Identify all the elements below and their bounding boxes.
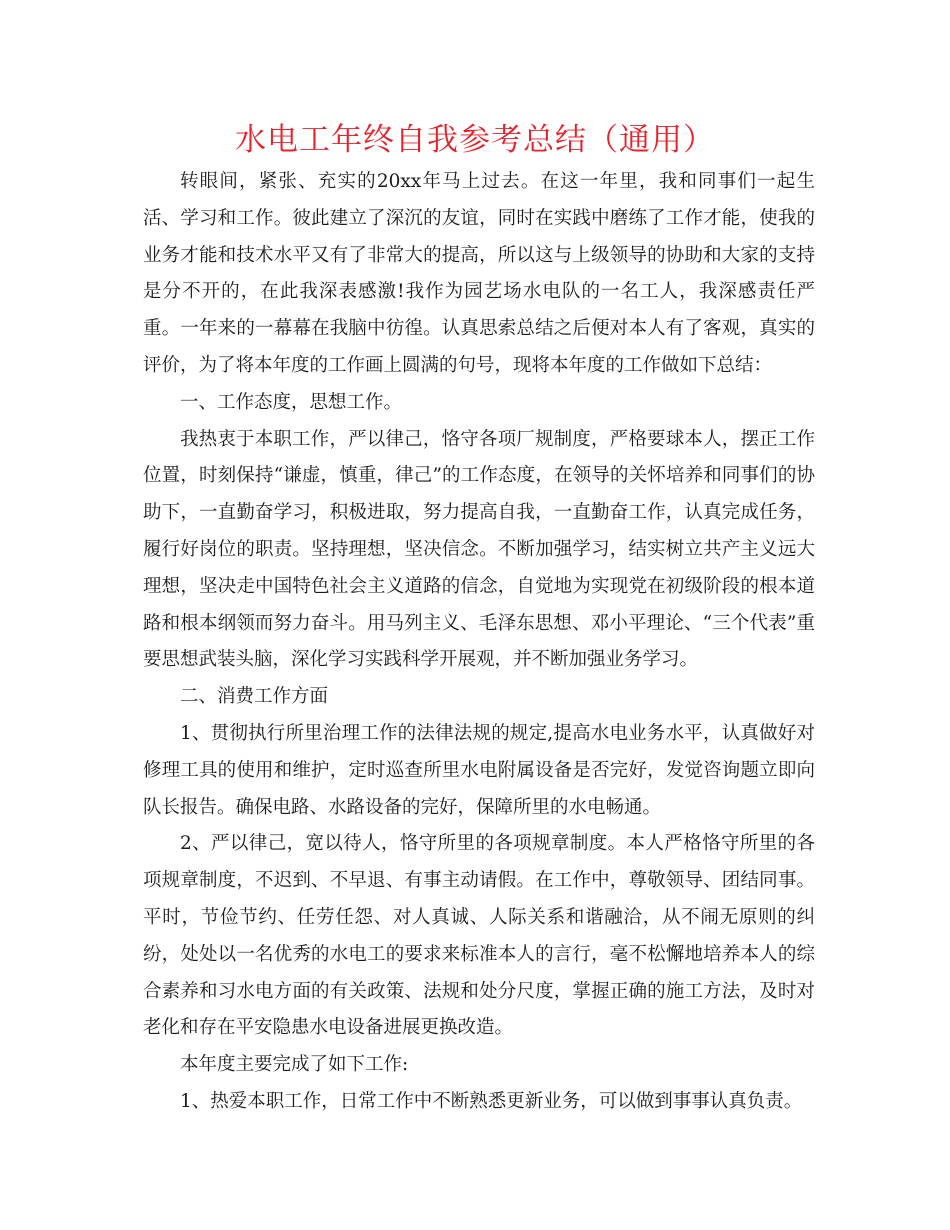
- paragraph-completed-heading: 本年度主要完成了如下工作:: [180, 1054, 409, 1076]
- paragraph-completed-item-1: 1、热爱本职工作，日常工作中不断熟悉更新业务，可以做到事事认真负责。: [180, 1090, 803, 1112]
- document-title: 水电工年终自我参考总结（通用）: [235, 122, 715, 158]
- document-body: [143, 164, 815, 1121]
- section-heading-work: 二、消费工作方面: [180, 686, 329, 708]
- paragraph-attitude: 我热衷于本职工作，严以律己，恪守各项厂规制度，严格要球本人，摆正工作位置，时刻保持“谦虚，慎重，律己”的工作态度，在领导的关怀培养和同事们的协助下，一直勤奋学习，积极进取，努力提高自我，一直勤奋工作，认真完成任务，履行好岗位的职责。坚持理想，坚决信念。不断加强学习，结实树立共产主义远大理想，坚决走中国特色社会主义道路的信念，自觉地为实现党在初级阶段的根本道路和根本纲领而努力奋斗。用马列主义、毛泽东思想、邓小平理论、“三个代表”重要思想武装头脑，深化学习实践科学开展观，并不断加强业务学习。: [143, 428, 815, 671]
- paragraph-work-item-1: 1、贯彻执行所里治理工作的法律法规的规定,提高水电业务水平，认真做好对修理工具的使用和维护，定时巡查所里水电附属设备是否完好，发觉咨询题立即向队长报告。确保电路、水路设备的完好，保障所里的水电畅通。: [143, 722, 815, 818]
- section-heading-attitude: 一、工作态度，思想工作。: [180, 391, 403, 413]
- paragraph-intro: 转眼间，紧张、充实的20xx年马上过去。在这一年里，我和同事们一起生活、学习和工作。彼此建立了深沉的友谊，同时在实践中磨练了工作才能，使我的业务才能和技术水平又有了非常大的提高，所以这与上级领导的协助和大家的支持是分不开的，在此我深表感激!我作为园艺场水电队的一名工人，我深感责任严重。一年来的一幕幕在我脑中彷徨。认真思索总结之后便对本人有了客观，真实的评价，为了将本年度的工作画上圆满的句号，现将本年度的工作做如下总结：: [143, 171, 815, 376]
- paragraph-work-item-2: 2、严以律己，宽以待人，恪守所里的各项规章制度。本人严格恪守所里的各项规章制度，不迟到、不早退、有事主动请假。在工作中，尊敬领导、团结同事。平时，节俭节约、任劳任怨、对人真诚、人际关系和谐融洽，从不闹无原则的纠纷，处处以一名优秀的水电工的要求来标准本人的言行，毫不松懈地培养本人的综合素养和习水电方面的有关政策、法规和处分尺度，掌握正确的施工方法，及时对老化和存在平安隐患水电设备进展更换改造。: [143, 833, 815, 1039]
